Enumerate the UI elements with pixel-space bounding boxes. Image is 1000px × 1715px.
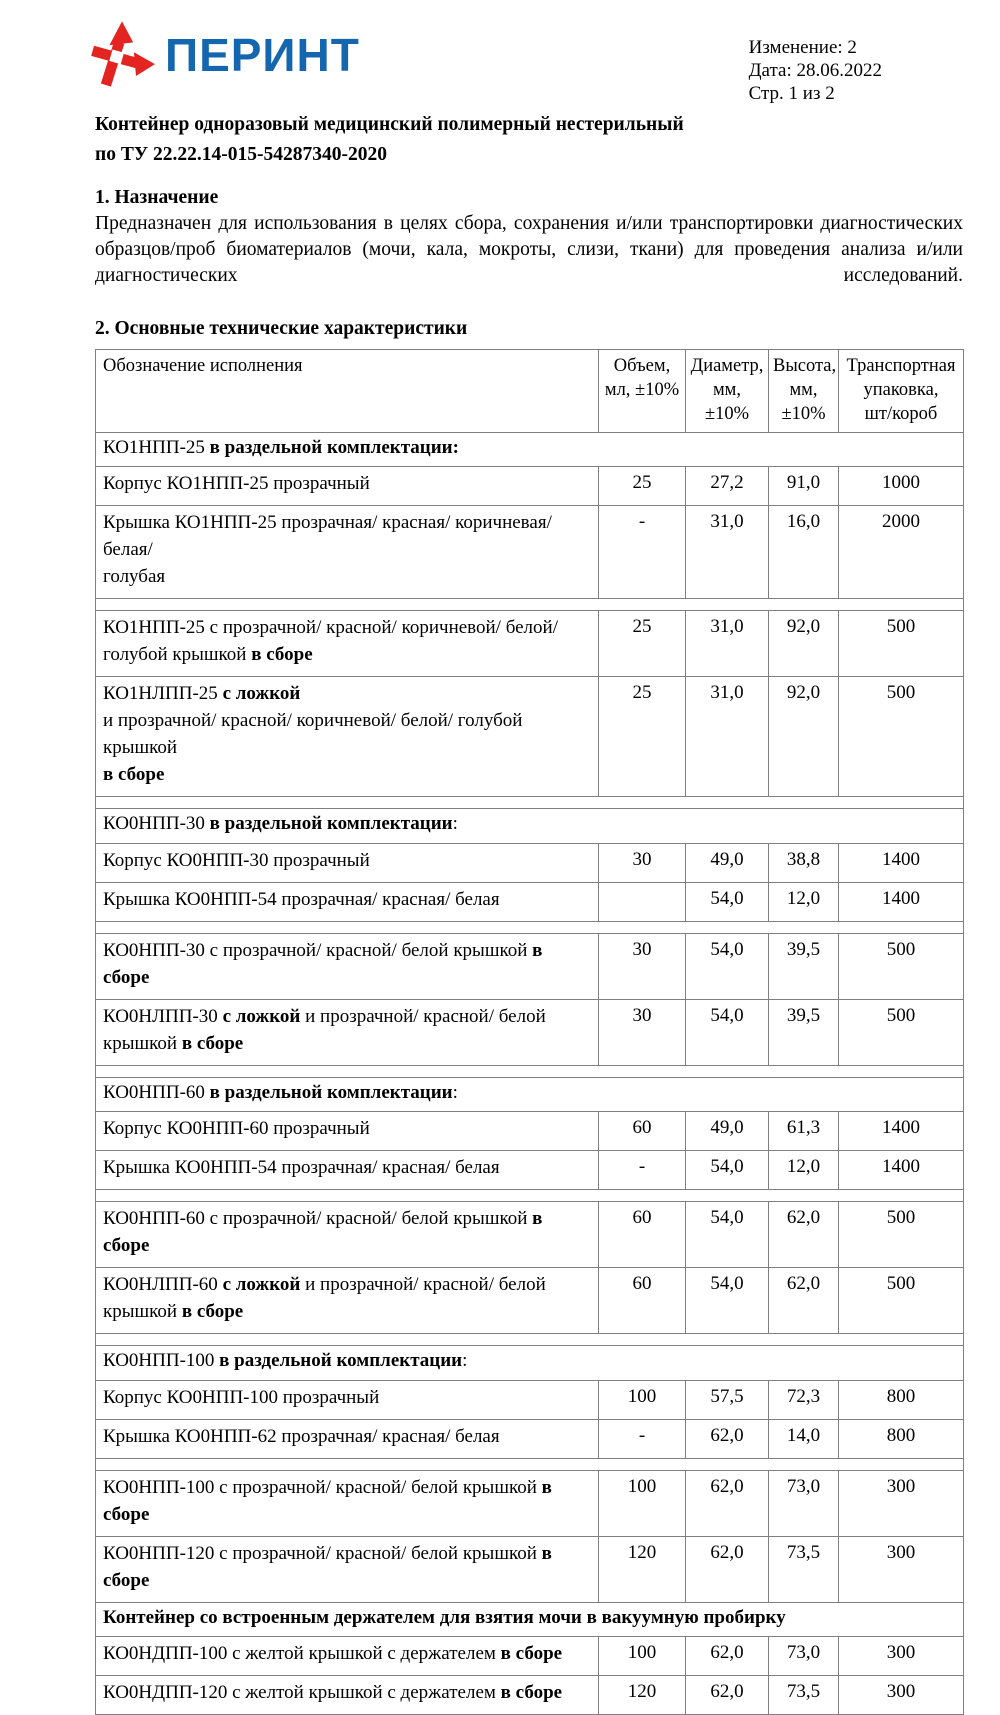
volume-cell: - [599,506,686,599]
group-header-row [96,1346,964,1381]
designation-cell: Крышка КО0НПП-62 прозрачная/ красная/ белая [96,1419,599,1458]
diameter-cell: 62,0 [686,1536,769,1602]
designation-cell-bold-text: в сборе [103,1208,543,1257]
packaging-cell: 1400 [839,882,964,921]
diameter-cell: 54,0 [686,999,769,1065]
height-cell: 91,0 [769,467,839,506]
volume-cell: - [599,1419,686,1458]
document-title [95,110,963,170]
table-header-row [96,349,964,432]
height-cell: 73,0 [769,1470,839,1536]
group-header-cell-bold-text: в раздельной комплектации [209,813,453,835]
column-header-2: Диаметр, мм, ±10% [686,349,769,432]
designation-cell: КО1НЛПП-25 с ложкой и прозрачной/ красной/ коричневой/ белой/ голубой крышкой в сборе [96,677,599,797]
group-header-cell-bold-text: в раздельной комплектации [209,1081,453,1103]
height-cell: 62,0 [769,1268,839,1334]
height-cell: 39,5 [769,933,839,999]
column-header-1: Объем, мл, ±10% [599,349,686,432]
document-title-line2: по ТУ 22.22.14-015-54287340-2020 [95,144,388,166]
designation-cell-bold-text: с ложкой [222,683,301,705]
spacer-cell [96,1065,964,1077]
volume-cell: 120 [599,1676,686,1715]
volume-cell: 25 [599,611,686,677]
volume-cell: 120 [599,1536,686,1602]
table-row [96,933,964,999]
diameter-cell: 31,0 [686,677,769,797]
table-row [96,611,964,677]
diameter-cell: 49,0 [686,843,769,882]
group-header-cell-bold-text: в раздельной комплектации: [209,436,459,458]
group-header-cell: КО0НПП-60 в раздельной комплектации: [96,1077,964,1112]
packaging-cell: 1000 [839,467,964,506]
height-cell: 38,8 [769,843,839,882]
diameter-cell: 27,2 [686,467,769,506]
height-cell: 61,3 [769,1112,839,1151]
height-cell: 73,5 [769,1676,839,1715]
designation-cell: КО0НДПП-100 с желтой крышкой с держателем в сборе [96,1637,599,1676]
designation-cell-bold-text: в сборе [103,939,543,988]
packaging-cell: 500 [839,1268,964,1334]
designation-cell: КО1НПП-25 с прозрачной/ красной/ коричневой/ белой/ голубой крышкой в сборе [96,611,599,677]
diameter-cell: 54,0 [686,1268,769,1334]
table-row [96,1268,964,1334]
height-cell: 92,0 [769,677,839,797]
spacer-row [96,921,964,933]
column-header-3: Высота, мм, ±10% [769,349,839,432]
table-row [96,843,964,882]
designation-cell: КО0НДПП-120 с желтой крышкой с держателем в сборе [96,1676,599,1715]
designation-cell: КО0НЛПП-30 с ложкой и прозрачной/ красной/ белой крышкой в сборе [96,999,599,1065]
table-row [96,677,964,797]
designation-cell: Корпус КО0НПП-60 прозрачный [96,1112,599,1151]
spacer-cell [96,797,964,809]
height-cell: 72,3 [769,1380,839,1419]
height-cell: 12,0 [769,882,839,921]
height-cell: 12,0 [769,1151,839,1190]
spec-table-head [96,349,964,432]
column-header-4: Транспортная упаковка, шт/короб [839,349,964,432]
designation-cell-bold-text: в сборе [500,1643,563,1665]
packaging-cell: 500 [839,1202,964,1268]
packaging-cell: 300 [839,1536,964,1602]
purpose-paragraph: Предназначен для использования в целях сбора, сохранения и/или транспортировки диагностических образцов/проб биоматериалов (мочи, кала, мокроты, слизи, ткани) для проведения анализа и/или диагностических исследований. [95,213,963,287]
designation-cell: КО0НПП-120 с прозрачной/ красной/ белой крышкой в сборе [96,1536,599,1602]
group-header-cell: КО1НПП-25 в раздельной комплектации: [96,432,964,467]
group-header-cell: КО0НПП-100 в раздельной комплектации: [96,1346,964,1381]
volume-cell: 60 [599,1202,686,1268]
group-header-cell: КО0НПП-30 в раздельной комплектации: [96,809,964,844]
table-row [96,1470,964,1536]
table-row [96,1676,964,1715]
designation-cell-bold-text: в сборе [500,1682,563,1704]
group-header-row [96,809,964,844]
height-cell: 73,5 [769,1536,839,1602]
page-number-label: Стр. 1 из 2 [748,83,835,105]
packaging-cell: 1400 [839,1151,964,1190]
spacer-row [96,797,964,809]
table-row [96,506,964,599]
group-header-row [96,1077,964,1112]
diameter-cell: 31,0 [686,611,769,677]
designation-cell-bold-text: с ложкой [222,1274,301,1296]
diameter-cell: 54,0 [686,1202,769,1268]
packaging-cell: 500 [839,999,964,1065]
volume-cell: 100 [599,1637,686,1676]
group-header-row [96,432,964,467]
height-cell: 62,0 [769,1202,839,1268]
table-row [96,1536,964,1602]
packaging-cell: 500 [839,677,964,797]
diameter-cell: 54,0 [686,1151,769,1190]
spacer-cell [96,1334,964,1346]
designation-cell-bold-text: в сборе [181,1032,244,1054]
diameter-cell: 31,0 [686,506,769,599]
packaging-cell: 300 [839,1676,964,1715]
table-row [96,1419,964,1458]
diameter-cell: 62,0 [686,1419,769,1458]
designation-cell: КО0НПП-60 с прозрачной/ красной/ белой крышкой в сборе [96,1202,599,1268]
designation-cell-bold-text: с ложкой [222,1005,301,1027]
height-cell: 92,0 [769,611,839,677]
section-2-heading: 2. Основные технические характеристики [95,317,468,339]
revision-label: Изменение: 2 [748,37,857,58]
height-cell: 16,0 [769,506,839,599]
diameter-cell: 54,0 [686,882,769,921]
designation-cell: Корпус КО0НПП-30 прозрачный [96,843,599,882]
packaging-cell: 300 [839,1470,964,1536]
designation-cell-bold-text: в сборе [103,764,165,786]
diameter-cell: 54,0 [686,933,769,999]
group-header-cell-bold-text: в раздельной комплектации [219,1350,463,1372]
designation-cell-bold-text: в сборе [103,1476,552,1525]
spacer-row [96,1190,964,1202]
packaging-cell: 1400 [839,1112,964,1151]
group-header-cell [96,1602,964,1637]
spacer-cell [96,599,964,611]
diameter-cell: 62,0 [686,1470,769,1536]
logo-arrows-icon [85,20,159,90]
volume-cell: 100 [599,1380,686,1419]
volume-cell: - [599,1151,686,1190]
packaging-cell: 2000 [839,506,964,599]
volume-cell [599,882,686,921]
designation-cell: КО0НЛПП-60 с ложкой и прозрачной/ красной/ белой крышкой в сборе [96,1268,599,1334]
packaging-cell: 300 [839,1637,964,1676]
packaging-cell: 800 [839,1419,964,1458]
diameter-cell: 49,0 [686,1112,769,1151]
height-cell: 73,0 [769,1637,839,1676]
volume-cell: 30 [599,999,686,1065]
designation-cell-bold-text: в сборе [251,644,313,666]
table-row [96,1112,964,1151]
designation-cell-bold-text: в сборе [181,1301,244,1323]
designation-cell: Крышка КО1НПП-25 прозрачная/ красная/ коричневая/ белая/ голубая [96,506,599,599]
logo-text: ПЕРИНТ [165,29,360,81]
document-meta [749,20,882,106]
table-row [96,882,964,921]
packaging-cell: 500 [839,933,964,999]
volume-cell: 25 [599,467,686,506]
table-row [96,467,964,506]
table-row [96,1151,964,1190]
volume-cell: 30 [599,933,686,999]
packaging-cell: 1400 [839,843,964,882]
packaging-cell: 500 [839,611,964,677]
height-cell: 39,5 [769,999,839,1065]
table-row [96,1202,964,1268]
table-row [96,1380,964,1419]
volume-cell: 60 [599,1268,686,1334]
section-1-heading: 1. Назначение [95,187,219,209]
spacer-row [96,599,964,611]
designation-cell-bold-text: в сборе [103,1542,552,1591]
document-title-line1: Контейнер одноразовый медицинский полимерный нестерильный [95,114,684,135]
height-cell: 14,0 [769,1419,839,1458]
date-label: Дата: 28.06.2022 [748,60,882,82]
designation-cell: Корпус КО1НПП-25 прозрачный [96,467,599,506]
group-header-cell-bold-text: Контейнер со встроенным держателем для взятия мочи в вакуумную пробирку [103,1606,786,1628]
volume-cell: 30 [599,843,686,882]
volume-cell: 60 [599,1112,686,1151]
spacer-cell [96,921,964,933]
volume-cell: 25 [599,677,686,797]
designation-cell: КО0НПП-30 с прозрачной/ красной/ белой крышкой в сборе [96,933,599,999]
diameter-cell: 62,0 [686,1637,769,1676]
document-content [95,110,963,1715]
table-row [96,1637,964,1676]
designation-cell: Крышка КО0НПП-54 прозрачная/ красная/ белая [96,1151,599,1190]
designation-cell: Крышка КО0НПП-54 прозрачная/ красная/ белая [96,882,599,921]
spacer-row [96,1065,964,1077]
spec-table-body [96,432,964,1715]
page-header [0,0,1000,105]
perint-logo [85,20,360,90]
spacer-row [96,1334,964,1346]
spacer-row [96,1458,964,1470]
column-header-0: Обозначение исполнения [96,349,599,432]
spacer-cell [96,1190,964,1202]
spec-table [95,349,964,1715]
diameter-cell: 57,5 [686,1380,769,1419]
diameter-cell: 62,0 [686,1676,769,1715]
volume-cell: 100 [599,1470,686,1536]
designation-cell: КО0НПП-100 с прозрачной/ красной/ белой крышкой в сборе [96,1470,599,1536]
designation-cell: Корпус КО0НПП-100 прозрачный [96,1380,599,1419]
table-row [96,999,964,1065]
spacer-cell [96,1458,964,1470]
packaging-cell: 800 [839,1380,964,1419]
group-header-row [96,1602,964,1637]
